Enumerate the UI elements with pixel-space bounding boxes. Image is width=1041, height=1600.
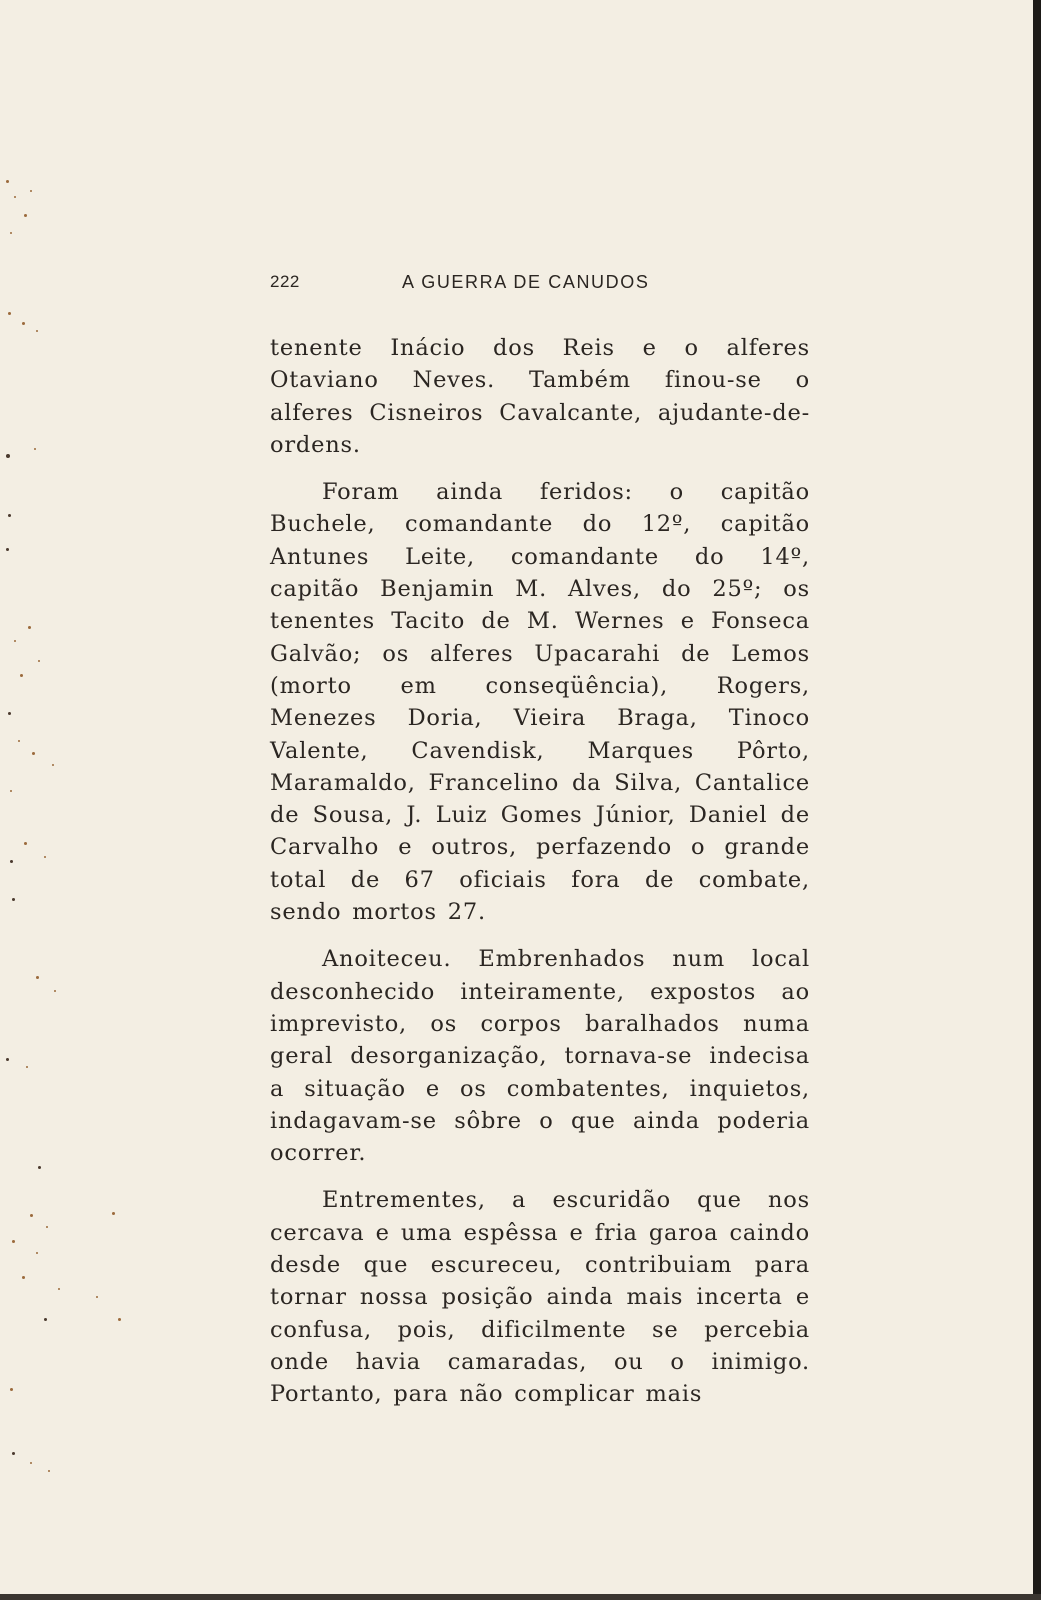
- body-text: [270, 332, 810, 1411]
- page-edge-shadow: [1033, 0, 1041, 1600]
- paragraph: Entrementes, a escuridão que nos cercava e uma espêssa e fria garoa caindo desde que escureceu, contribuiam para tornar nossa posição ainda mais incerta e confusa, pois, dificilmente se percebia onde havia camaradas, ou o inimigo. Portanto, para não complicar mais: [270, 1187, 810, 1408]
- running-title: A GUERRA DE CANUDOS: [402, 272, 650, 292]
- page-number: 222: [270, 272, 300, 291]
- paragraph: Foram ainda feridos: o capitão Buchele, comandante do 12º, capitão Antunes Leite, comandante do 14º, capitão Benjamin M. Alves, do 25º; os tenentes Tacito de M. Wernes e Fonseca Galvão; os alferes Upacarahi de Lemos (morto em conseqüência), Rogers, Menezes Doria, Vieira Braga, Tinoco Valente, Cavendisk, Marques Pôrto, Maramaldo, Francelino da Silva, Cantalice de Sousa, J. Luiz Gomes Júnior, Daniel de Carvalho e outros, perfazendo o grande total de 67 oficiais fora de combate, sendo mortos 27.: [270, 479, 810, 926]
- page-bottom-edge: [0, 1594, 1041, 1600]
- paragraph: Anoiteceu. Embrenhados num local desconhecido inteiramente, expostos ao imprevisto, os corpos baralhados numa geral desorganização, tornava-se indecisa a situação e os combatentes, inquietos, indagavam-se sôbre o que ainda poderia ocorrer.: [270, 946, 810, 1167]
- paragraph: tenente Inácio dos Reis e o alferes Otaviano Neves. Também finou-se o alferes Cisneiros Cavalcante, ajudante-de-ordens.: [270, 335, 810, 458]
- running-header: [270, 272, 810, 302]
